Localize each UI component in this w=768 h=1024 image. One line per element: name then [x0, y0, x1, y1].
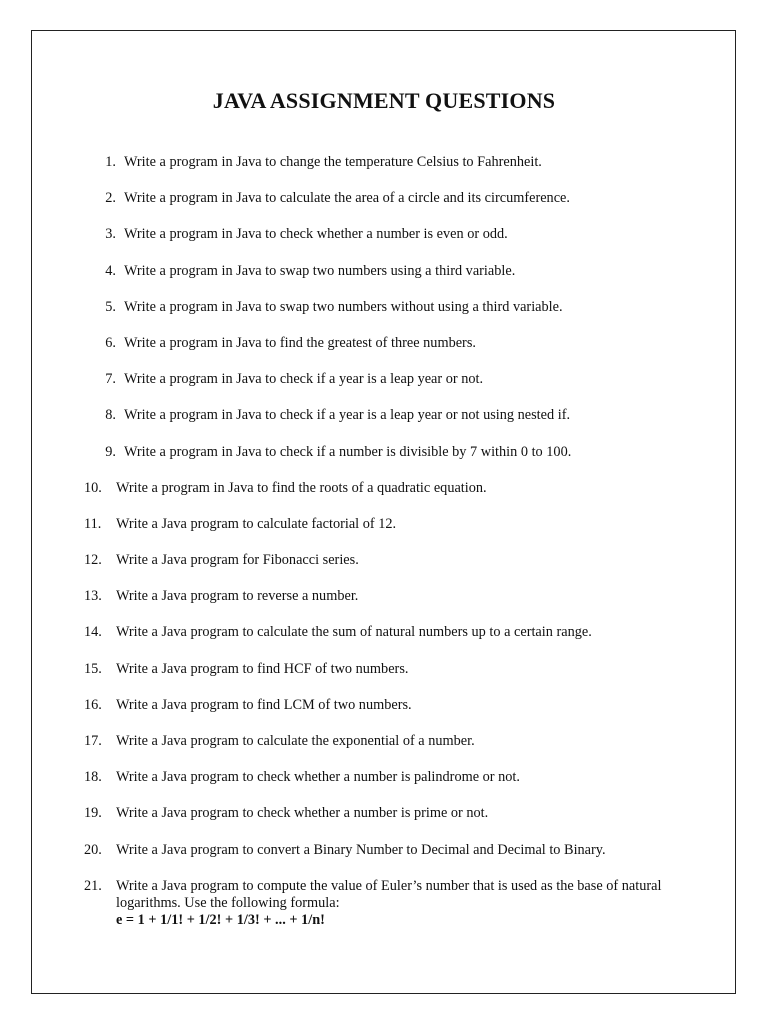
question-item-12 [84, 552, 674, 588]
question-item-4 [84, 263, 674, 299]
question-number: 4. [105, 262, 116, 279]
question-number: 21. [84, 877, 102, 894]
question-item-3 [84, 226, 674, 262]
question-text: Write a program in Java to swap two numbers using a third variable. [124, 262, 516, 279]
question-item-17 [84, 733, 674, 769]
question-item-16 [84, 697, 674, 733]
question-text: Write a program in Java to calculate the area of a circle and its circumference. [124, 190, 570, 207]
question-text: Write a program in Java to find the roots of a quadratic equation. [116, 479, 487, 496]
question-number: 14. [84, 624, 102, 641]
question-text: Write a program in Java to check whether a number is even or odd. [124, 226, 508, 243]
question-item-10 [84, 480, 674, 516]
question-text: Write a Java program to reverse a number. [116, 588, 359, 605]
question-number: 9. [105, 443, 116, 460]
question-number: 20. [84, 841, 102, 858]
question-number: 15. [84, 660, 102, 677]
question-number: 18. [84, 769, 102, 786]
question-item-13 [84, 588, 674, 624]
question-number: 2. [105, 190, 116, 207]
question-number: 3. [105, 226, 116, 243]
question-number: 16. [84, 696, 102, 713]
question-text: Write a Java program to compute the value of Euler’s number that is used as the base of natural logarithms. Use the following formula: [116, 877, 662, 911]
question-number: 5. [105, 298, 116, 315]
question-text: Write a program in Java to check if a number is divisible by 7 within 0 to 100. [124, 443, 572, 460]
question-item-6 [84, 335, 674, 371]
question-text: Write a Java program to find LCM of two numbers. [116, 696, 412, 713]
question-text: Write a Java program to calculate the exponential of a number. [116, 733, 475, 749]
question-text: Write a Java program to calculate factorial of 12. [116, 515, 397, 532]
question-item-7 [84, 371, 674, 407]
question-item-20 [84, 842, 674, 878]
question-text: Write a Java program to find HCF of two numbers. [116, 660, 409, 677]
question-item-18 [84, 769, 674, 805]
question-item-8 [84, 407, 674, 443]
question-text: Write a Java program for Fibonacci series. [116, 552, 359, 569]
question-item-19 [84, 805, 674, 841]
document-title: JAVA ASSIGNMENT QUESTIONS [212, 88, 556, 113]
question-text: Write a Java program to convert a Binary Number to Decimal and Decimal to Binary. [116, 841, 606, 858]
question-item-5 [84, 299, 674, 335]
question-item-11 [84, 516, 674, 552]
question-number: 17. [84, 733, 102, 749]
question-item-21 [84, 878, 674, 929]
question-text: Write a program in Java to check if a year is a leap year or not using nested if. [124, 407, 571, 424]
question-list [84, 154, 674, 929]
question-number: 6. [105, 334, 116, 351]
question-item-14 [84, 624, 674, 660]
question-number: 7. [105, 371, 116, 388]
question-number: 1. [105, 154, 116, 170]
question-text: Write a program in Java to find the greatest of three numbers. [124, 334, 476, 351]
question-text: Write a program in Java to swap two numbers without using a third variable. [124, 298, 563, 315]
question-text: Write a Java program to calculate the sum of natural numbers up to a certain range. [116, 624, 592, 641]
question-text: Write a Java program to check whether a number is prime or not. [116, 805, 489, 822]
question-item-2 [84, 190, 674, 226]
question-number: 12. [84, 552, 102, 569]
question-number: 10. [84, 479, 102, 496]
question-number: 8. [105, 407, 116, 424]
question-text: Write a program in Java to check if a year is a leap year or not. [124, 371, 484, 388]
question-text: Write a program in Java to change the temperature Celsius to Fahrenheit. [124, 154, 542, 170]
question-number: 11. [84, 515, 102, 532]
question-text: Write a Java program to check whether a number is palindrome or not. [116, 769, 520, 786]
question-item-15 [84, 661, 674, 697]
question-item-9 [84, 444, 674, 480]
question-item-1 [84, 154, 674, 190]
question-number: 19. [84, 805, 102, 822]
question-text-block [116, 878, 674, 929]
euler-formula: e = 1 + 1/1! + 1/2! + 1/3! + ... + 1/n! [116, 911, 325, 928]
question-number: 13. [84, 588, 102, 605]
